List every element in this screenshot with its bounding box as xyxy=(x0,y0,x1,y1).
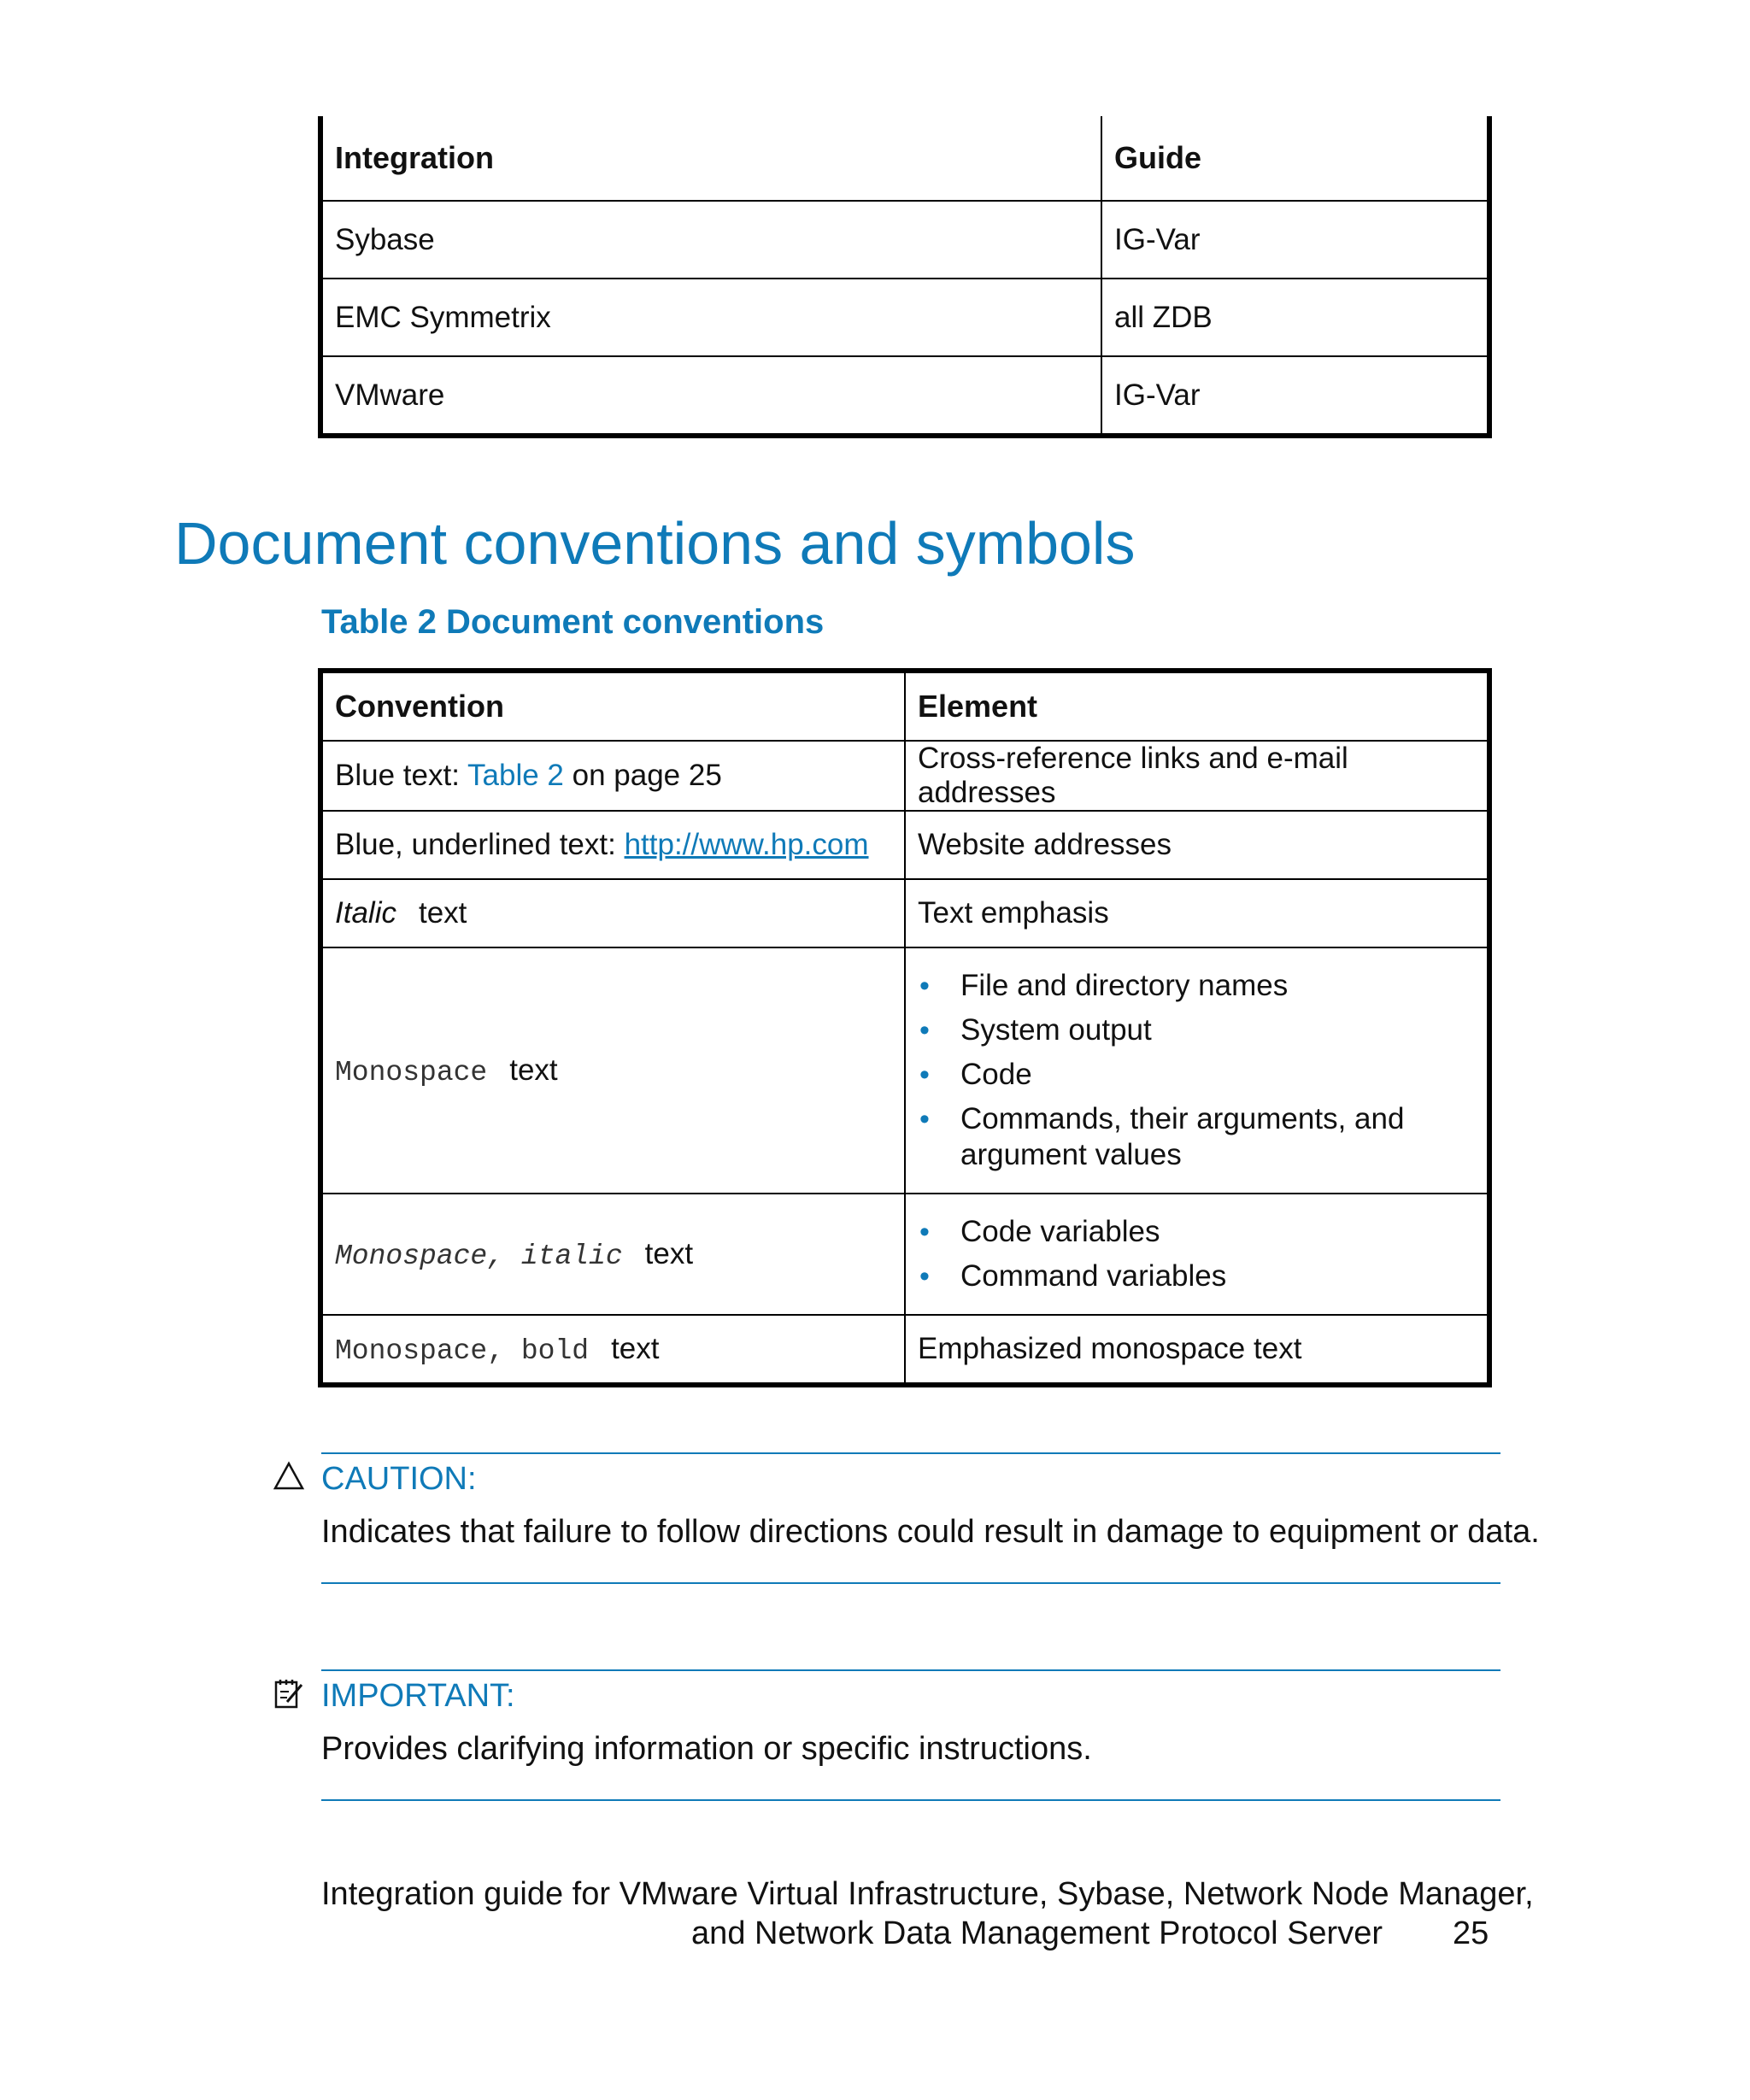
convention-cell xyxy=(320,741,905,811)
table-row xyxy=(320,811,1489,879)
table-cell: Sybase xyxy=(320,201,1101,279)
column-header-integration: Integration xyxy=(320,116,1101,201)
table-row xyxy=(320,741,1489,811)
important-label: IMPORTANT: xyxy=(321,1678,515,1714)
important-notepad-icon xyxy=(272,1676,306,1710)
integration-guide-table xyxy=(318,116,1492,438)
table-cell: VMware xyxy=(320,356,1101,436)
section-heading: Document conventions and symbols xyxy=(174,510,1136,577)
element-cell: Cross-reference links and e-mail addresses xyxy=(905,741,1489,811)
element-cell xyxy=(905,947,1489,1194)
convention-suffix: on page 25 xyxy=(563,759,722,792)
convention-cell xyxy=(320,947,905,1194)
caution-text: Indicates that failure to follow directions could result in damage to equipment or data. xyxy=(321,1514,1540,1550)
convention-prefix: Blue text: xyxy=(335,759,468,792)
column-header-convention: Convention xyxy=(320,671,905,741)
important-top-rule xyxy=(321,1669,1500,1671)
caution-label: CAUTION: xyxy=(321,1461,477,1497)
convention-suffix: text xyxy=(418,896,467,930)
table-2-cross-reference-link[interactable]: Table 2 xyxy=(467,759,564,792)
monospace-italic-sample: Monospace, italic xyxy=(335,1240,623,1272)
footer-title-line-1: Integration guide for VMware Virtual Infrastructure, Sybase, Network Node Manager, xyxy=(321,1876,1534,1912)
hp-website-link[interactable]: http://www.hp.com xyxy=(624,828,869,861)
table-header-row xyxy=(320,116,1489,201)
convention-suffix: text xyxy=(611,1331,660,1365)
important-text: Provides clarifying information or specific instructions. xyxy=(321,1731,1092,1767)
list-item: • Code xyxy=(918,1057,1487,1093)
table-cell: all ZDB xyxy=(1101,279,1489,356)
element-cell xyxy=(905,1194,1489,1315)
footer-title-line-2: and Network Data Management Protocol Server xyxy=(691,1915,1383,1951)
column-header-guide: Guide xyxy=(1101,116,1489,201)
list-item: • System output xyxy=(918,1012,1487,1048)
list-item: • File and directory names xyxy=(918,968,1487,1004)
table-caption: Table 2 Document conventions xyxy=(321,603,825,641)
element-cell: Website addresses xyxy=(905,811,1489,879)
table-row xyxy=(320,947,1489,1194)
element-list xyxy=(918,968,1487,1173)
monospace-sample: Monospace xyxy=(335,1056,488,1088)
convention-cell xyxy=(320,1194,905,1315)
table-row xyxy=(320,1194,1489,1315)
convention-suffix: text xyxy=(509,1053,558,1087)
caution-bottom-rule xyxy=(321,1582,1500,1584)
monospace-bold-sample: Monospace, bold xyxy=(335,1334,590,1367)
table-header-row xyxy=(320,671,1489,741)
table-row xyxy=(320,356,1489,436)
page-number: 25 xyxy=(1453,1915,1489,1951)
document-conventions-table xyxy=(318,668,1492,1387)
column-header-element: Element xyxy=(905,671,1489,741)
table-row xyxy=(320,201,1489,279)
table-row xyxy=(320,879,1489,947)
list-item: • Commands, their arguments, and argument values xyxy=(918,1101,1405,1173)
convention-cell xyxy=(320,1315,905,1385)
table-row xyxy=(320,279,1489,356)
important-bottom-rule xyxy=(321,1799,1500,1801)
table-cell: IG-Var xyxy=(1101,356,1489,436)
convention-cell xyxy=(320,879,905,947)
caution-top-rule xyxy=(321,1452,1500,1454)
element-list xyxy=(918,1214,1487,1294)
list-item: • Code variables xyxy=(918,1214,1487,1250)
element-cell: Emphasized monospace text xyxy=(905,1315,1489,1385)
table-cell: EMC Symmetrix xyxy=(320,279,1101,356)
convention-prefix: Blue, underlined text: xyxy=(335,828,625,861)
element-cell: Text emphasis xyxy=(905,879,1489,947)
caution-triangle-icon xyxy=(272,1459,306,1493)
table-row xyxy=(320,1315,1489,1385)
convention-cell xyxy=(320,811,905,879)
table-cell: IG-Var xyxy=(1101,201,1489,279)
italic-sample: Italic xyxy=(335,896,396,930)
convention-suffix: text xyxy=(644,1236,694,1270)
list-item: • Command variables xyxy=(918,1258,1487,1294)
